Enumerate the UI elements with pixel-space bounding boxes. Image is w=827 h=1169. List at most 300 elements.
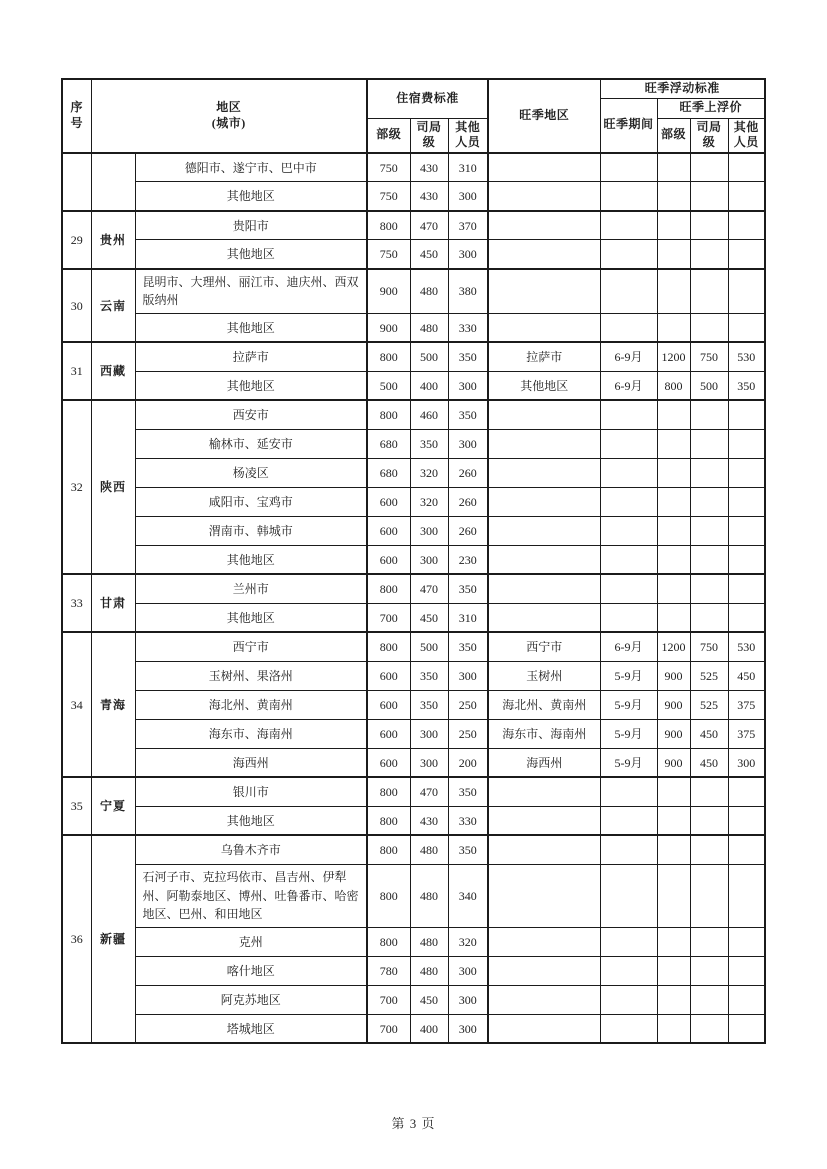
- serial-cell: 35: [62, 777, 91, 835]
- peak-region-cell: 玉树州: [488, 661, 600, 690]
- peak-region-cell: [488, 153, 600, 182]
- peak-ministerial-cell: [657, 153, 690, 182]
- peak-ministerial-cell: [657, 985, 690, 1014]
- peak-other-cell: [728, 806, 765, 835]
- std-other-cell: 310: [448, 153, 488, 182]
- table-row: [62, 211, 765, 240]
- peak-period-cell: [600, 429, 657, 458]
- peak-other-cell: [728, 458, 765, 487]
- header-region-city: [91, 79, 367, 153]
- std-ministerial-cell: 600: [367, 545, 410, 574]
- std-ministerial-cell: 700: [367, 985, 410, 1014]
- std-other-cell: 300: [448, 661, 488, 690]
- std-other-cell: 300: [448, 429, 488, 458]
- peak-period-cell: [600, 835, 657, 864]
- serial-cell: 33: [62, 574, 91, 632]
- std-ministerial-cell: 600: [367, 690, 410, 719]
- peak-period-cell: [600, 182, 657, 211]
- peak-bureau-cell: [690, 153, 728, 182]
- table-row: [62, 927, 765, 956]
- table-row: [62, 574, 765, 603]
- peak-region-cell: [488, 806, 600, 835]
- peak-bureau-cell: [690, 182, 728, 211]
- std-ministerial-cell: 500: [367, 371, 410, 400]
- std-other-cell: 350: [448, 400, 488, 429]
- std-other-cell: 300: [448, 371, 488, 400]
- peak-other-cell: [728, 545, 765, 574]
- province-cell: 宁夏: [91, 777, 135, 835]
- peak-other-cell: [728, 927, 765, 956]
- peak-region-cell: [488, 240, 600, 269]
- serial-cell: 34: [62, 632, 91, 777]
- std-ministerial-cell: 680: [367, 429, 410, 458]
- city-cell: 塔城地区: [135, 1014, 367, 1043]
- peak-ministerial-cell: [657, 835, 690, 864]
- peak-ministerial-cell: 900: [657, 661, 690, 690]
- header-std-other: 其他人员: [448, 118, 488, 153]
- peak-period-cell: 5-9月: [600, 661, 657, 690]
- city-cell: 海西州: [135, 748, 367, 777]
- peak-bureau-cell: 450: [690, 719, 728, 748]
- header-peak-region: 旺季地区: [488, 79, 600, 153]
- std-other-cell: 260: [448, 458, 488, 487]
- peak-other-cell: 350: [728, 371, 765, 400]
- peak-period-cell: 5-9月: [600, 748, 657, 777]
- std-other-cell: 370: [448, 211, 488, 240]
- peak-bureau-cell: [690, 777, 728, 806]
- peak-other-cell: 530: [728, 342, 765, 371]
- std-ministerial-cell: 600: [367, 748, 410, 777]
- std-bureau-cell: 460: [410, 400, 448, 429]
- std-ministerial-cell: 680: [367, 458, 410, 487]
- header-peak-bureau: 司局级: [690, 118, 728, 153]
- peak-region-cell: 海西州: [488, 748, 600, 777]
- city-cell: 贵阳市: [135, 211, 367, 240]
- std-other-cell: 260: [448, 516, 488, 545]
- peak-other-cell: 375: [728, 719, 765, 748]
- table-row: [62, 719, 765, 748]
- peak-bureau-cell: [690, 211, 728, 240]
- std-bureau-cell: 450: [410, 240, 448, 269]
- peak-ministerial-cell: 900: [657, 748, 690, 777]
- peak-period-cell: [600, 153, 657, 182]
- peak-ministerial-cell: [657, 777, 690, 806]
- city-cell: 其他地区: [135, 240, 367, 269]
- peak-other-cell: [728, 956, 765, 985]
- peak-period-cell: [600, 487, 657, 516]
- peak-period-cell: 6-9月: [600, 632, 657, 661]
- serial-cell: 29: [62, 211, 91, 269]
- peak-period-cell: [600, 777, 657, 806]
- peak-bureau-cell: 450: [690, 748, 728, 777]
- province-cell: 贵州: [91, 211, 135, 269]
- std-bureau-cell: 480: [410, 864, 448, 927]
- peak-bureau-cell: [690, 603, 728, 632]
- std-bureau-cell: 350: [410, 429, 448, 458]
- city-cell: 渭南市、韩城市: [135, 516, 367, 545]
- table-row: [62, 690, 765, 719]
- peak-ministerial-cell: 1200: [657, 632, 690, 661]
- header-peak-other: 其他人员: [728, 118, 765, 153]
- std-other-cell: 300: [448, 985, 488, 1014]
- peak-ministerial-cell: [657, 927, 690, 956]
- peak-bureau-cell: [690, 269, 728, 314]
- table-row: [62, 342, 765, 371]
- table-row: [62, 603, 765, 632]
- serial-cell: 32: [62, 400, 91, 574]
- city-cell: 杨凌区: [135, 458, 367, 487]
- peak-other-cell: [728, 864, 765, 927]
- std-bureau-cell: 400: [410, 371, 448, 400]
- std-ministerial-cell: 900: [367, 313, 410, 342]
- peak-bureau-cell: [690, 516, 728, 545]
- city-cell: 其他地区: [135, 182, 367, 211]
- std-ministerial-cell: 900: [367, 269, 410, 314]
- std-ministerial-cell: 800: [367, 211, 410, 240]
- std-bureau-cell: 430: [410, 153, 448, 182]
- peak-bureau-cell: 750: [690, 632, 728, 661]
- peak-region-cell: 海北州、黄南州: [488, 690, 600, 719]
- peak-other-cell: [728, 269, 765, 314]
- std-other-cell: 350: [448, 632, 488, 661]
- peak-region-cell: [488, 927, 600, 956]
- std-other-cell: 200: [448, 748, 488, 777]
- peak-bureau-cell: [690, 806, 728, 835]
- header-peak-ministerial: 部级: [657, 118, 690, 153]
- peak-ministerial-cell: [657, 182, 690, 211]
- std-ministerial-cell: 750: [367, 153, 410, 182]
- peak-period-cell: [600, 927, 657, 956]
- std-bureau-cell: 400: [410, 1014, 448, 1043]
- table-row: [62, 269, 765, 314]
- peak-region-cell: [488, 458, 600, 487]
- city-cell: 银川市: [135, 777, 367, 806]
- std-other-cell: 230: [448, 545, 488, 574]
- std-bureau-cell: 350: [410, 661, 448, 690]
- peak-other-cell: [728, 211, 765, 240]
- header-lodging-standard: 住宿费标准: [367, 79, 488, 118]
- std-other-cell: 300: [448, 1014, 488, 1043]
- peak-ministerial-cell: [657, 211, 690, 240]
- peak-bureau-cell: [690, 864, 728, 927]
- std-ministerial-cell: 800: [367, 574, 410, 603]
- peak-other-cell: [728, 400, 765, 429]
- peak-region-cell: 其他地区: [488, 371, 600, 400]
- table-body: [62, 153, 765, 1043]
- table-row: [62, 632, 765, 661]
- peak-period-cell: [600, 574, 657, 603]
- std-other-cell: 310: [448, 603, 488, 632]
- city-cell: 其他地区: [135, 603, 367, 632]
- peak-bureau-cell: [690, 400, 728, 429]
- table-row: [62, 864, 765, 927]
- std-bureau-cell: 300: [410, 545, 448, 574]
- table-row: [62, 400, 765, 429]
- peak-ministerial-cell: [657, 574, 690, 603]
- peak-bureau-cell: [690, 429, 728, 458]
- table-row: [62, 1014, 765, 1043]
- peak-region-cell: 拉萨市: [488, 342, 600, 371]
- peak-ministerial-cell: [657, 269, 690, 314]
- page-number: 第 3 页: [391, 1116, 436, 1131]
- std-bureau-cell: 300: [410, 748, 448, 777]
- peak-ministerial-cell: [657, 516, 690, 545]
- peak-other-cell: [728, 182, 765, 211]
- peak-region-cell: [488, 516, 600, 545]
- peak-bureau-cell: 525: [690, 690, 728, 719]
- serial-cell: 30: [62, 269, 91, 343]
- province-cell: 西藏: [91, 342, 135, 400]
- peak-other-cell: [728, 777, 765, 806]
- std-ministerial-cell: 800: [367, 632, 410, 661]
- peak-ministerial-cell: [657, 429, 690, 458]
- peak-other-cell: [728, 985, 765, 1014]
- table-row: [62, 835, 765, 864]
- header-peak-float-standard: 旺季浮动标准: [600, 79, 765, 98]
- peak-bureau-cell: [690, 956, 728, 985]
- peak-period-cell: [600, 985, 657, 1014]
- std-ministerial-cell: 700: [367, 603, 410, 632]
- peak-region-cell: [488, 956, 600, 985]
- city-cell: 乌鲁木齐市: [135, 835, 367, 864]
- peak-period-cell: 5-9月: [600, 719, 657, 748]
- peak-region-cell: [488, 211, 600, 240]
- std-bureau-cell: 300: [410, 719, 448, 748]
- peak-region-cell: [488, 429, 600, 458]
- peak-other-cell: 375: [728, 690, 765, 719]
- city-cell: 兰州市: [135, 574, 367, 603]
- peak-region-cell: [488, 269, 600, 314]
- peak-other-cell: [728, 153, 765, 182]
- std-ministerial-cell: 800: [367, 806, 410, 835]
- province-cell: [91, 153, 135, 211]
- std-ministerial-cell: 800: [367, 835, 410, 864]
- peak-bureau-cell: 500: [690, 371, 728, 400]
- std-other-cell: 380: [448, 269, 488, 314]
- peak-period-cell: [600, 864, 657, 927]
- peak-period-cell: [600, 211, 657, 240]
- peak-region-cell: [488, 603, 600, 632]
- peak-region-cell: [488, 487, 600, 516]
- std-bureau-cell: 500: [410, 632, 448, 661]
- header-std-bureau: 司局级: [410, 118, 448, 153]
- std-other-cell: 250: [448, 690, 488, 719]
- peak-bureau-cell: [690, 313, 728, 342]
- std-ministerial-cell: 600: [367, 487, 410, 516]
- header-peak-markup: 旺季上浮价: [657, 98, 765, 118]
- peak-ministerial-cell: [657, 400, 690, 429]
- province-cell: 陕西: [91, 400, 135, 574]
- peak-other-cell: 530: [728, 632, 765, 661]
- std-ministerial-cell: 600: [367, 516, 410, 545]
- std-bureau-cell: 470: [410, 211, 448, 240]
- table-row: [62, 777, 765, 806]
- serial-cell: [62, 153, 91, 211]
- std-bureau-cell: 320: [410, 458, 448, 487]
- peak-period-cell: [600, 269, 657, 314]
- city-cell: 拉萨市: [135, 342, 367, 371]
- province-cell: 青海: [91, 632, 135, 777]
- peak-bureau-cell: [690, 1014, 728, 1043]
- city-cell: 海东市、海南州: [135, 719, 367, 748]
- table-row: [62, 458, 765, 487]
- city-cell: 榆林市、延安市: [135, 429, 367, 458]
- peak-ministerial-cell: 900: [657, 690, 690, 719]
- peak-ministerial-cell: 900: [657, 719, 690, 748]
- peak-bureau-cell: [690, 545, 728, 574]
- peak-period-cell: [600, 313, 657, 342]
- table-row: [62, 748, 765, 777]
- std-bureau-cell: 450: [410, 985, 448, 1014]
- std-ministerial-cell: 780: [367, 956, 410, 985]
- peak-period-cell: [600, 516, 657, 545]
- std-bureau-cell: 470: [410, 574, 448, 603]
- table-row: [62, 806, 765, 835]
- std-bureau-cell: 430: [410, 182, 448, 211]
- city-cell: 玉树州、果洛州: [135, 661, 367, 690]
- peak-region-cell: 西宁市: [488, 632, 600, 661]
- peak-other-cell: 300: [728, 748, 765, 777]
- peak-bureau-cell: 750: [690, 342, 728, 371]
- peak-bureau-cell: [690, 927, 728, 956]
- peak-period-cell: [600, 1014, 657, 1043]
- std-bureau-cell: 300: [410, 516, 448, 545]
- table-row: [62, 153, 765, 182]
- std-other-cell: 330: [448, 313, 488, 342]
- peak-ministerial-cell: [657, 313, 690, 342]
- header-std-ministerial: 部级: [367, 118, 410, 153]
- std-other-cell: 350: [448, 777, 488, 806]
- table-row: [62, 240, 765, 269]
- peak-ministerial-cell: [657, 487, 690, 516]
- std-ministerial-cell: 600: [367, 661, 410, 690]
- header-region-line1: 地区: [216, 100, 242, 115]
- peak-period-cell: [600, 400, 657, 429]
- header-serial: [62, 79, 91, 153]
- std-bureau-cell: 480: [410, 956, 448, 985]
- header-serial-line1: 序: [70, 100, 83, 115]
- table-row: [62, 516, 765, 545]
- std-bureau-cell: 450: [410, 603, 448, 632]
- std-bureau-cell: 480: [410, 835, 448, 864]
- table-header: [62, 79, 765, 153]
- table-row: [62, 956, 765, 985]
- province-cell: 新疆: [91, 835, 135, 1043]
- std-ministerial-cell: 750: [367, 182, 410, 211]
- table-row: [62, 313, 765, 342]
- peak-ministerial-cell: [657, 956, 690, 985]
- city-cell: 西宁市: [135, 632, 367, 661]
- peak-other-cell: [728, 835, 765, 864]
- table-row: [62, 545, 765, 574]
- peak-ministerial-cell: [657, 864, 690, 927]
- std-bureau-cell: 350: [410, 690, 448, 719]
- city-cell: 石河子市、克拉玛依市、昌吉州、伊犁州、阿勒泰地区、博州、吐鲁番市、哈密地区、巴州、和田地区: [135, 864, 367, 927]
- table-row: [62, 429, 765, 458]
- peak-bureau-cell: [690, 487, 728, 516]
- accommodation-fee-table: [61, 78, 766, 1044]
- std-ministerial-cell: 800: [367, 864, 410, 927]
- peak-period-cell: 6-9月: [600, 371, 657, 400]
- city-cell: 德阳市、遂宁市、巴中市: [135, 153, 367, 182]
- std-ministerial-cell: 800: [367, 400, 410, 429]
- std-bureau-cell: 480: [410, 313, 448, 342]
- std-ministerial-cell: 700: [367, 1014, 410, 1043]
- header-peak-period: 旺季期间: [600, 98, 657, 153]
- header-row-1: [62, 79, 765, 98]
- peak-other-cell: [728, 574, 765, 603]
- city-cell: 其他地区: [135, 371, 367, 400]
- peak-other-cell: [728, 516, 765, 545]
- peak-region-cell: [488, 835, 600, 864]
- peak-ministerial-cell: [657, 240, 690, 269]
- header-region-line2: (城市): [211, 115, 246, 130]
- std-other-cell: 350: [448, 342, 488, 371]
- std-bureau-cell: 470: [410, 777, 448, 806]
- peak-period-cell: [600, 240, 657, 269]
- std-other-cell: 320: [448, 927, 488, 956]
- peak-period-cell: [600, 458, 657, 487]
- peak-region-cell: [488, 864, 600, 927]
- serial-cell: 36: [62, 835, 91, 1043]
- header-serial-line2: 号: [70, 115, 83, 130]
- peak-ministerial-cell: [657, 806, 690, 835]
- table-row: [62, 487, 765, 516]
- peak-region-cell: [488, 777, 600, 806]
- peak-ministerial-cell: [657, 603, 690, 632]
- std-ministerial-cell: 800: [367, 342, 410, 371]
- city-cell: 昆明市、大理州、丽江市、迪庆州、西双版纳州: [135, 269, 367, 314]
- std-bureau-cell: 480: [410, 269, 448, 314]
- city-cell: 其他地区: [135, 545, 367, 574]
- std-other-cell: 340: [448, 864, 488, 927]
- std-other-cell: 300: [448, 240, 488, 269]
- table-row: [62, 661, 765, 690]
- peak-other-cell: [728, 603, 765, 632]
- city-cell: 克州: [135, 927, 367, 956]
- std-ministerial-cell: 800: [367, 777, 410, 806]
- city-cell: 海北州、黄南州: [135, 690, 367, 719]
- std-bureau-cell: 430: [410, 806, 448, 835]
- std-ministerial-cell: 600: [367, 719, 410, 748]
- peak-region-cell: 海东市、海南州: [488, 719, 600, 748]
- std-other-cell: 350: [448, 835, 488, 864]
- std-other-cell: 260: [448, 487, 488, 516]
- table-row: [62, 371, 765, 400]
- std-bureau-cell: 500: [410, 342, 448, 371]
- peak-ministerial-cell: [657, 1014, 690, 1043]
- peak-period-cell: 6-9月: [600, 342, 657, 371]
- peak-region-cell: [488, 182, 600, 211]
- table-row: [62, 985, 765, 1014]
- peak-period-cell: [600, 545, 657, 574]
- province-cell: 甘肃: [91, 574, 135, 632]
- peak-ministerial-cell: [657, 545, 690, 574]
- peak-region-cell: [488, 400, 600, 429]
- peak-bureau-cell: [690, 240, 728, 269]
- peak-other-cell: 450: [728, 661, 765, 690]
- std-ministerial-cell: 750: [367, 240, 410, 269]
- std-bureau-cell: 320: [410, 487, 448, 516]
- peak-ministerial-cell: 800: [657, 371, 690, 400]
- peak-bureau-cell: 525: [690, 661, 728, 690]
- peak-bureau-cell: [690, 835, 728, 864]
- city-cell: 阿克苏地区: [135, 985, 367, 1014]
- std-other-cell: 250: [448, 719, 488, 748]
- peak-period-cell: 5-9月: [600, 690, 657, 719]
- peak-bureau-cell: [690, 985, 728, 1014]
- peak-region-cell: [488, 985, 600, 1014]
